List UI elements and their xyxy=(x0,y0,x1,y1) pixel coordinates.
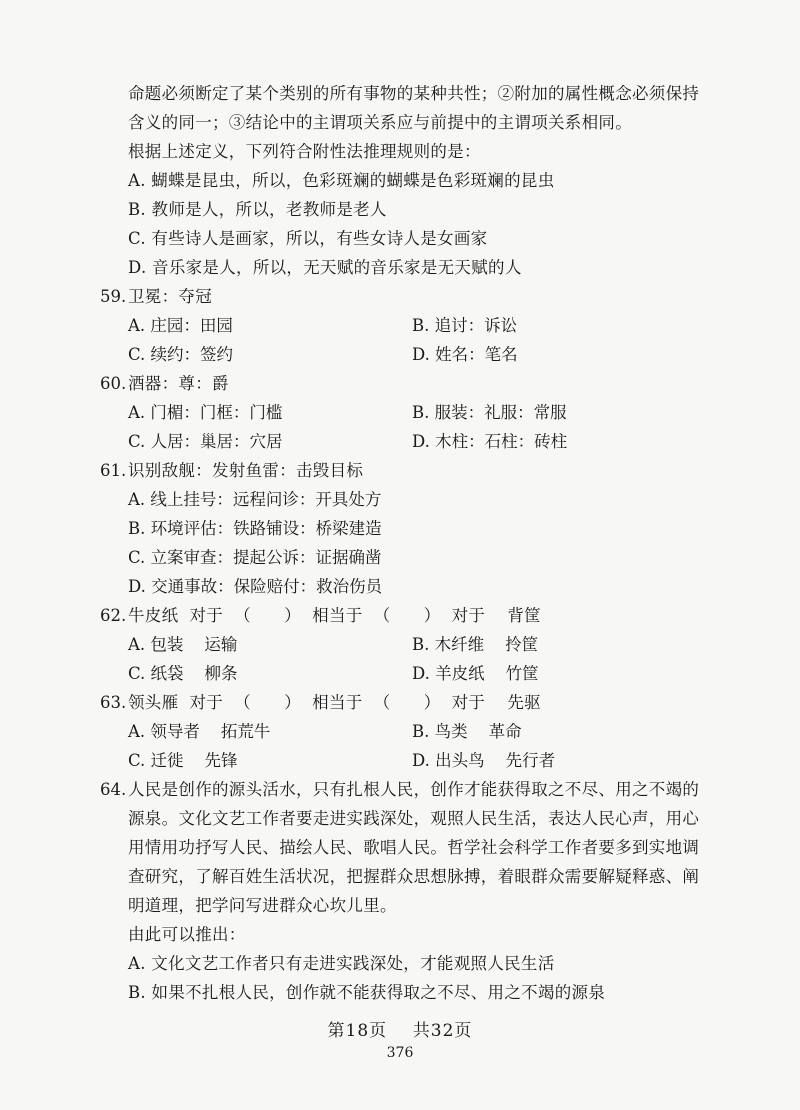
intro-line-1: 命题必须断定了某个类别的所有事物的某种共性；②附加的属性概念必须保持 xyxy=(128,84,700,103)
option-c: C. 立案审查：提起公诉：证据确凿 xyxy=(128,548,382,567)
intro-option-d: D. 音乐家是人，所以，无天赋的音乐家是无天赋的人 xyxy=(128,258,522,277)
question-prompt: 由此可以推出： xyxy=(128,925,246,944)
option-b: B. 鸟类 革命 xyxy=(412,722,522,741)
question-stem: 识别敌舰：发射鱼雷：击毁目标 xyxy=(128,461,364,480)
question-stem: 牛皮纸 对于 （ ） 相当于 （ ） 对于 背筐 xyxy=(128,606,541,625)
option-b: B. 木纤维 拎筐 xyxy=(412,635,539,654)
question-stem: 酒器：尊：爵 xyxy=(128,374,229,393)
option-a: A. 庄园：田园 xyxy=(128,316,233,335)
option-d: D. 姓名：笔名 xyxy=(412,345,518,364)
passage-line-5: 明道理，把学问写进群众心坎儿里。 xyxy=(128,896,397,915)
passage-line-2: 源泉。文化文艺工作者要走进实践深处，观照人民生活，表达人民心声，用心 xyxy=(128,809,700,828)
page-number: 376 xyxy=(386,1045,414,1061)
option-c: C. 迁徙 先锋 xyxy=(128,751,238,770)
option-d: D. 出头鸟 先行者 xyxy=(412,751,556,770)
intro-question: 根据上述定义，下列符合附性法推理规则的是： xyxy=(128,142,481,161)
option-d: D. 羊皮纸 竹筐 xyxy=(412,664,539,683)
option-c: C. 续约：签约 xyxy=(128,345,234,364)
option-a: A. 文化文艺工作者只有走进实践深处，才能观照人民生活 xyxy=(128,954,555,973)
question-number: 59. xyxy=(100,287,127,306)
passage-line-3: 用情用功抒写人民、描绘人民、歌唱人民。哲学社会科学工作者要多到实地调 xyxy=(128,838,700,857)
question-number: 60. xyxy=(100,374,127,393)
option-a: A. 包装 运输 xyxy=(128,635,238,654)
option-b: B. 服装：礼服：常服 xyxy=(412,403,567,422)
page-footer: 第18页 共32页 xyxy=(327,1021,473,1041)
option-a: A. 门楣：门框：门槛 xyxy=(128,403,283,422)
option-d: D. 交通事故：保险赔付：救治伤员 xyxy=(128,577,383,596)
question-stem: 卫冕：夺冠 xyxy=(128,287,212,306)
passage-line-1: 人民是创作的源头活水，只有扎根人民，创作才能获得取之不尽、用之不竭的 xyxy=(128,780,700,799)
question-stem: 领头雁 对于 （ ） 相当于 （ ） 对于 先驱 xyxy=(128,693,541,712)
intro-line-2: 含义的同一；③结论中的主谓项关系应与前提中的主谓项关系相同。 xyxy=(128,113,632,132)
option-a: A. 领导者 拓荒牛 xyxy=(128,722,271,741)
intro-option-a: A. 蝴蝶是昆虫，所以，色彩斑斓的蝴蝶是色彩斑斓的昆虫 xyxy=(128,171,555,190)
question-number: 61. xyxy=(100,461,127,480)
question-number: 62. xyxy=(100,606,127,625)
question-number: 63. xyxy=(100,693,127,712)
option-b: B. 环境评估：铁路铺设：桥梁建造 xyxy=(128,519,382,538)
option-a: A. 线上挂号：远程问诊：开具处方 xyxy=(128,490,382,509)
intro-option-b: B. 教师是人，所以，老教师是老人 xyxy=(128,200,387,219)
option-b: B. 如果不扎根人民，创作就不能获得取之不尽、用之不竭的源泉 xyxy=(128,983,606,1002)
question-number: 64. xyxy=(100,780,127,799)
intro-option-c: C. 有些诗人是画家，所以，有些女诗人是女画家 xyxy=(128,229,488,248)
option-d: D. 木柱：石柱：砖柱 xyxy=(412,432,568,451)
option-c: C. 人居：巢居：穴居 xyxy=(128,432,283,451)
option-b: B. 追讨：诉讼 xyxy=(412,316,518,335)
option-c: C. 纸袋 柳条 xyxy=(128,664,238,683)
passage-line-4: 查研究，了解百姓生活状况，把握群众思想脉搏，着眼群众需要解疑释惑、阐 xyxy=(128,867,700,886)
